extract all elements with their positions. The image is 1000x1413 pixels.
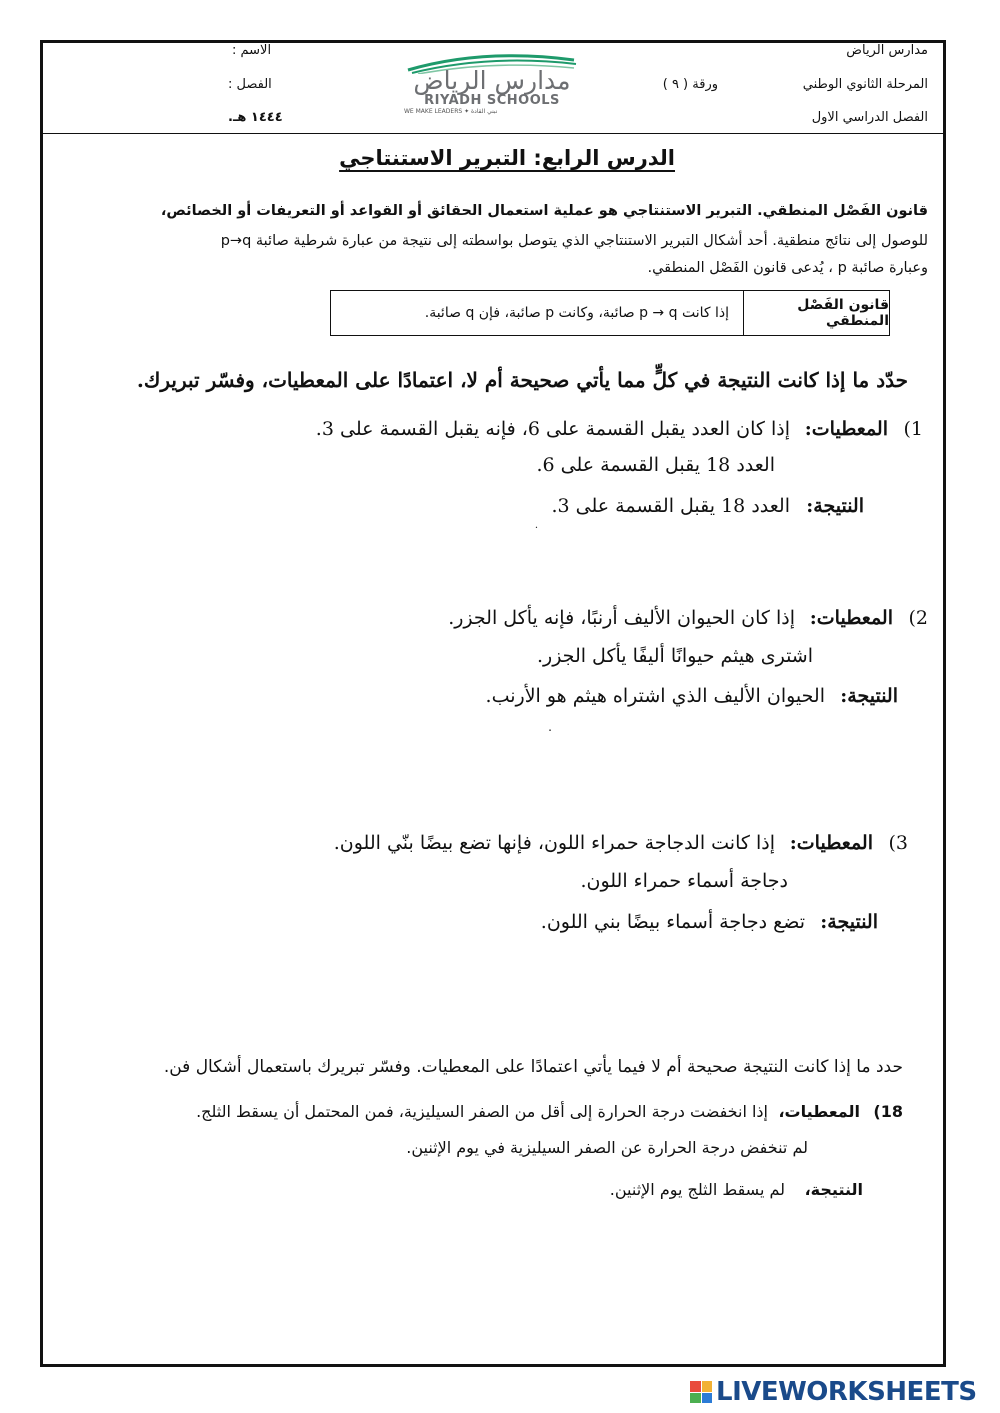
student-name-label: الاسم : (232, 43, 272, 58)
question-2-given-2: اشترى هيثم حيوانًا أليفًا يأكل الجزر. (536, 645, 813, 667)
question-3-conclusion: تضع دجاجة أسماء بيضًا بني اللون. (540, 911, 805, 933)
question-2-conclusion-label: النتيجة: (840, 685, 898, 707)
question-3-number: 3) (888, 832, 908, 854)
stage-label: المرحلة الثانوي الوطني (802, 77, 928, 92)
question-3-given-2: دجاجة أسماء حمراء اللون. (580, 870, 788, 892)
law-definition-box (330, 290, 890, 336)
liveworksheets-text: LIVEWORKSHEETS (716, 1377, 977, 1407)
semester-label: الفصل الدراسي الاول (811, 110, 928, 125)
liveworksheets-brand (690, 1378, 977, 1406)
instruction-2: حدد ما إذا كانت النتيجة صحيحة أم لا فيما يأتي اعتمادًا على المعطيات. وفسّر تبريرك باستعمال أشكال فن. (163, 1057, 903, 1077)
logo-english-text: RIYADH SCHOOLS (424, 93, 560, 108)
law-name-cell: قانون الفَصْل المنطقي (743, 291, 889, 335)
intro-line-2: للوصول إلى نتائج منطقية. أحد أشكال التبرير الاستنتاجي الذي يتوصل بواسطته إلى نتيجة من عبارة شرطية صائبة p→q (220, 233, 928, 249)
intro-line-3: وعبارة صائبة p ، يُدعى قانون الفَصْل المنطقي. (647, 260, 928, 276)
question-1-given-label: المعطيات: (804, 418, 888, 440)
question-1-given-2: العدد 18 يقبل القسمة على 6. (536, 454, 775, 476)
lesson-title: الدرس الرابع: التبرير الاستنتاجي (339, 146, 675, 170)
question-1-number: 1) (903, 418, 923, 440)
class-label: الفصل : (228, 77, 272, 92)
question-2-given-1: إذا كان الحيوان الأليف أرنبًا، فإنه يأكل الجزر. (448, 607, 795, 629)
question-3-given-1: إذا كانت الدجاجة حمراء اللون، فإنها تضع بيضًا بنّي اللون. (333, 832, 775, 854)
sheet-number: ورقة ( ٩ ) (662, 77, 718, 92)
logo-arabic-text: مدارس الرياض (413, 66, 571, 95)
question-2-number: 2) (908, 607, 928, 629)
liveworksheets-logo-icon (690, 1381, 712, 1403)
stray-dot-2: . (548, 720, 552, 734)
law-statement-cell: إذا كانت p → q صائبة، وكانت p صائبة، فإن q صائبة. (424, 305, 729, 321)
stray-dot: . (534, 520, 538, 531)
question-18-given-label: المعطيات، (778, 1102, 860, 1121)
question-1-conclusion-label: النتيجة: (806, 495, 864, 517)
question-18-conclusion-label: النتيجة، (804, 1180, 863, 1199)
question-2-given-label: المعطيات: (809, 607, 893, 629)
question-3-given-label: المعطيات: (789, 832, 873, 854)
question-1-conclusion: العدد 18 يقبل القسمة على 3. (551, 495, 790, 517)
question-2-conclusion: الحيوان الأليف الذي اشتراه هيثم هو الأرنب. (485, 685, 825, 707)
intro-line-1: قانون الفَصْل المنطقي. التبرير الاستنتاجي هو عملية استعمال الحقائق أو القواعد أو التعريفات أو الخصائص، (160, 203, 928, 219)
question-3-conclusion-label: النتيجة: (820, 911, 878, 933)
riyadh-schools-logo (404, 52, 580, 122)
question-18-given-2: لم تنخفض درجة الحرارة عن الصفر السيليزية في يوم الإثنين. (406, 1138, 808, 1157)
question-18-number: 18) (873, 1102, 903, 1121)
hijri-year: ١٤٤٤ هـ. (228, 110, 283, 125)
question-1-given-1: إذا كان العدد يقبل القسمة على 6، فإنه يقبل القسمة على 3. (315, 418, 790, 440)
question-18-given-1: إذا انخفضت درجة الحرارة إلى أقل من الصفر السيليزية، فمن المحتمل أن يسقط الثلج. (196, 1102, 768, 1121)
instruction-1: حدّد ما إذا كانت النتيجة في كلٍّ مما يأتي صحيحة أم لا، اعتمادًا على المعطيات، وفسّر تبريرك. (136, 368, 908, 392)
header-divider (43, 133, 943, 134)
question-18-conclusion: لم يسقط الثلج يوم الإثنين. (609, 1180, 785, 1199)
school-name: مدارس الرياض (846, 43, 928, 58)
logo-tagline: WE MAKE LEADERS ✦ نبني القادة (404, 108, 498, 115)
